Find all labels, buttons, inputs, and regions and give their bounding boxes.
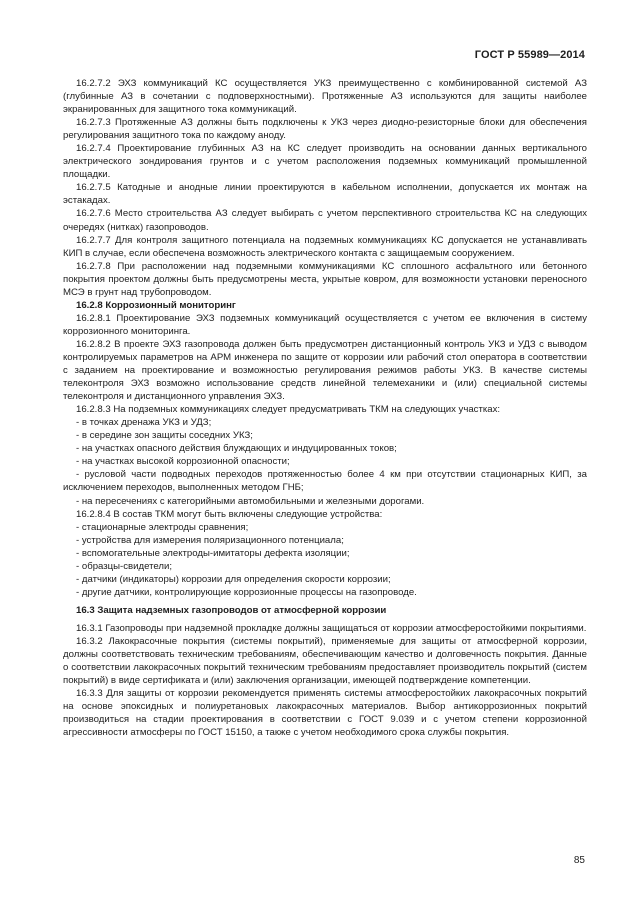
paragraph: 16.3.2 Лакокрасочные покрытия (системы покрытий), применяемые для защиты от атмосферной коррозии, должны соответствовать техническим требованиям, обеспечивающим качество и долговечность покрытия. Данные о соответствии лакокрасочных покрытий техническим требованиям предоставляет производитель покрытий (систем покрытий) в виде сертификата и (или) заключения организации, имеющей подтверждение компетенции. xyxy=(63,635,587,687)
list-item: - стационарные электроды сравнения; xyxy=(76,521,249,533)
list-item: - образцы-свидетели; xyxy=(76,560,173,572)
paragraph: 16.3.3 Для защиты от коррозии рекомендуется применять системы атмосферостойких лакокрасочных покрытий на основе эпоксидных и полиуретановых лакокрасочных материалов. Выбор антикоррозионных покрытий производиться на стадии проектирования в соответствии с ГОСТ 9.039 и с учетом степени коррозионной агрессивности атмосферы по ГОСТ 15150, а также с учетом необходимого срока службы покрытия. xyxy=(63,688,587,739)
page-body xyxy=(63,77,587,739)
paragraph: 16.3.1 Газопроводы при надземной прокладке должны защищаться от коррозии атмосферостойкими покрытиями. xyxy=(76,622,587,634)
list-item: - другие датчики, контролирующие коррозионные процессы на газопроводе. xyxy=(76,586,417,598)
section-heading: 16.3 Защита надземных газопроводов от атмосферной коррозии xyxy=(76,604,387,616)
paragraph: 16.2.8.1 Проектирование ЭХЗ подземных коммуникаций осуществляется с учетом ее включения в систему коррозионного мониторинга. xyxy=(63,312,587,337)
paragraph: 16.2.8.3 На подземных коммуникациях следует предусматривать ТКМ на следующих участках: xyxy=(76,404,501,416)
list-item: - устройства для измерения поляризационного потенциала; xyxy=(76,534,344,546)
paragraph: 16.2.7.8 При расположении над подземными коммуникациями КС сплошного асфальтного или бетонного покрытия проектом должны быть предусмотрены места, укрытые ковром, для возможности установки переносного МСЭ в грунт над трубопроводом. xyxy=(63,260,587,298)
paragraph: 16.2.7.6 Место строительства АЗ следует выбирать с учетом перспективного строительства КС на следующих очередях (нитках) газопроводов. xyxy=(63,208,587,233)
paragraph: 16.2.8.2 В проекте ЭХЗ газопровода должен быть предусмотрен дистанционный контроль УКЗ и УДЗ с выводом контролируемых параметров на АРМ инженера по защите от коррозии или рабочий стол оператора в соответствии с заданием на проектирование и возможностью регулирования режимов работы УКЗ. В качестве системы телеконтроля ЭХЗ возможно использование средств линейной телемеханики и (или) специальной системы телеконтроля и дистанционного управления ЭХЗ. xyxy=(63,338,587,403)
paragraph: 16.2.8.4 В состав ТКМ могут быть включены следующие устройства: xyxy=(76,508,383,520)
paragraph: 16.2.7.5 Катодные и анодные линии проектируются в кабельном исполнении, допускается их монтаж на эстакадах. xyxy=(63,182,587,207)
page-number: 85 xyxy=(573,855,585,866)
paragraph: 16.2.7.2 ЭХЗ коммуникаций КС осуществляется УКЗ преимущественно с комбинированной системой АЗ (глубинные АЗ в сочетании с подповерхностными). Протяженные АЗ используются для защиты наиболее экранированных для защитного тока коммуникаций. xyxy=(63,78,587,116)
section-heading: 16.2.8 Коррозионный мониторинг xyxy=(76,299,236,311)
list-item: - датчики (индикаторы) коррозии для определения скорости коррозии; xyxy=(76,573,391,585)
list-item: - в середине зон защиты соседних УКЗ; xyxy=(76,430,253,442)
paragraph: 16.2.7.4 Проектирование глубинных АЗ на КС следует производить на основании данных вертикального электрического зондирования грунтов и с учетом расположения подземных коммуникаций промышленной площадки. xyxy=(63,143,587,181)
document-designation: ГОСТ Р 55989—2014 xyxy=(474,49,585,61)
paragraph: 16.2.7.7 Для контроля защитного потенциала на подземных коммуникациях КС допускается не устанавливать КИП в случае, если обеспечена возможность электрического контакта с защищаемым сооружением. xyxy=(63,234,587,259)
list-item: - русловой части подводных переходов протяженностью более 4 км при отсутствии стационарных КИП, за исключением переходов, выполненных методом ГНБ; xyxy=(63,469,587,494)
list-item: - вспомогательные электроды-имитаторы дефекта изоляции; xyxy=(76,547,350,559)
list-item: - в точках дренажа УКЗ и УДЗ; xyxy=(76,417,212,429)
paragraph: 16.2.7.3 Протяженные АЗ должны быть подключены к УКЗ через диодно-резисторные блоки для обеспечения регулирования защитного тока по каждому аноду. xyxy=(63,117,587,142)
list-item: - на участках высокой коррозионной опасности; xyxy=(76,456,290,468)
list-item: - на участках опасного действия блуждающих и индуцированных токов; xyxy=(76,443,397,455)
list-item: - на пересечениях с категорийными автомобильными и железными дорогами. xyxy=(76,495,425,507)
